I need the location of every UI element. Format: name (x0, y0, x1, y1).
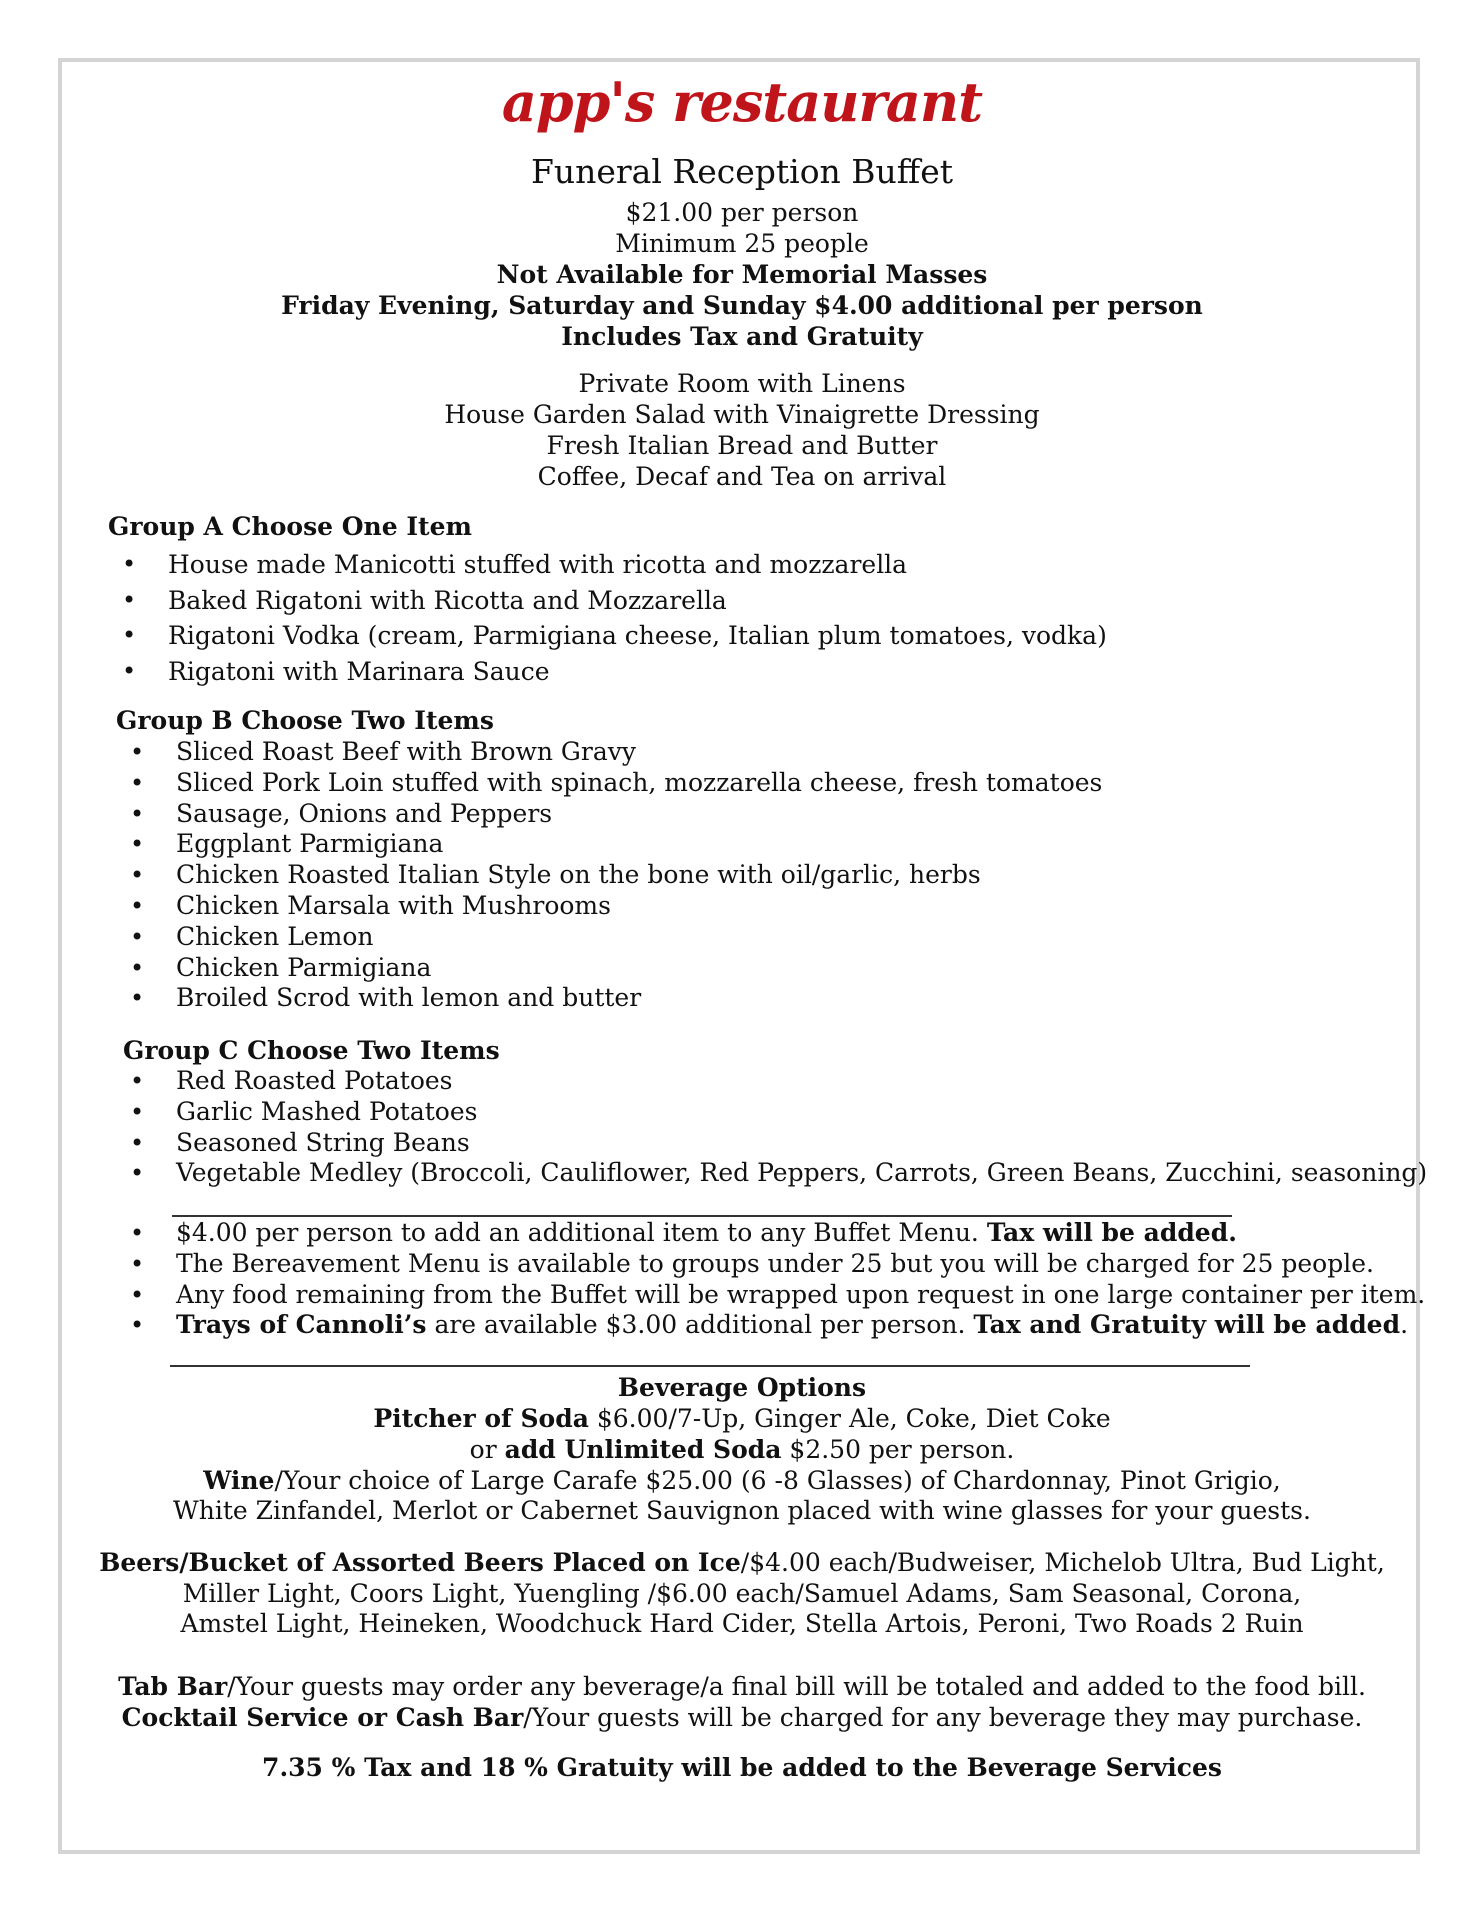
list-item: • Vegetable Medley (Broccoli, Cauliflower, Red Peppers, Carrots, Green Beans, Zucchini, seasoning) (120, 1158, 1427, 1189)
group-b-list (120, 737, 1102, 1014)
list-item: • Eggplant Parmigiana (120, 829, 1102, 860)
menu-title: Funeral Reception Buffet (530, 152, 954, 191)
note-item: • Trays of Cannoli’s are available $3.00 additional per person. Tax and Gratuity will be added. (120, 1310, 1425, 1341)
note-item: • The Bereavement Menu is available to groups under 25 but you will be charged for 25 people. (120, 1249, 1425, 1280)
list-item: • Chicken Parmigiana (120, 953, 1102, 984)
list-item: • Rigatoni Vodka (cream, Parmigiana cheese, Italian plum tomatoes, vodka) (112, 618, 1107, 654)
price-line: $21.00 per person (625, 198, 859, 227)
beer-line-3: Amstel Light, Heineken, Woodchuck Hard Cider, Stella Artois, Peroni, Two Roads 2 Ruin (180, 1609, 1304, 1638)
weekend-surcharge-line: Friday Evening, Saturday and Sunday $4.00 additional per person (281, 291, 1203, 320)
included-item: Private Room with Linens (578, 369, 906, 398)
list-item: • Rigatoni with Marinara Sauce (112, 654, 1107, 690)
notes-list (120, 1218, 1425, 1341)
note-item: • Any food remaining from the Buffet will be wrapped upon request in one large container per item. (120, 1280, 1425, 1311)
wine-line-2: White Zinfandel, Merlot or Cabernet Sauvignon placed with wine glasses for your guests. (173, 1496, 1311, 1525)
included-item: Fresh Italian Bread and Butter (546, 431, 938, 460)
group-c-list (120, 1066, 1427, 1189)
group-a-heading: Group A Choose One Item (108, 512, 472, 541)
wine-line: Wine/Your choice of Large Carafe $25.00 (6 -8 Glasses) of Chardonnay, Pinot Grigio, (203, 1466, 1281, 1495)
list-item: • Baked Rigatoni with Ricotta and Mozzarella (112, 583, 1107, 619)
header-info (0, 197, 1484, 352)
list-item: • Sliced Pork Loin stuffed with spinach, mozzarella cheese, fresh tomatoes (120, 768, 1102, 799)
list-item: • Sliced Roast Beef with Brown Gravy (120, 737, 1102, 768)
list-item: • Seasoned String Beans (120, 1128, 1427, 1159)
included-item: House Garden Salad with Vinaigrette Dressing (444, 400, 1040, 429)
included-item: Coffee, Decaf and Tea on arrival (537, 462, 947, 491)
list-item: • House made Manicotti stuffed with ricotta and mozzarella (112, 547, 1107, 583)
restaurant-logo: app's restaurant (501, 70, 983, 134)
list-item: • Garlic Mashed Potatoes (120, 1097, 1427, 1128)
list-item: • Chicken Marsala with Mushrooms (120, 891, 1102, 922)
unlimited-soda-line: or add Unlimited Soda $2.50 per person. (469, 1435, 1015, 1464)
included-list (0, 368, 1484, 492)
beer-line-2: Miller Light, Coors Light, Yuengling /$6.00 each/Samuel Adams, Sam Seasonal, Corona, (182, 1579, 1302, 1608)
soda-line: Pitcher of Soda $6.00/7-Up, Ginger Ale, Coke, Diet Coke (373, 1404, 1111, 1433)
group-b-heading: Group B Choose Two Items (116, 706, 494, 735)
note-item: • $4.00 per person to add an additional item to any Buffet Menu. Tax will be added. (120, 1218, 1425, 1249)
includes-line: Includes Tax and Gratuity (561, 322, 923, 351)
list-item: • Sausage, Onions and Peppers (120, 799, 1102, 830)
list-item: • Red Roasted Potatoes (120, 1066, 1427, 1097)
tab-bar-line: Tab Bar/Your guests may order any beverage/a final bill will be totaled and added to the food bill. (118, 1672, 1366, 1701)
divider (172, 1215, 1232, 1217)
list-item: • Broiled Scrod with lemon and butter (120, 983, 1102, 1014)
group-a-list (112, 547, 1107, 689)
list-item: • Chicken Roasted Italian Style on the bone with oil/garlic, herbs (120, 860, 1102, 891)
beverage-tax-note: 7.35 % Tax and 18 % Gratuity will be added to the Beverage Services (262, 1753, 1222, 1782)
list-item: • Chicken Lemon (120, 922, 1102, 953)
not-available-line: Not Available for Memorial Masses (496, 260, 988, 289)
beer-line: Beers/Bucket of Assorted Beers Placed on Ice/$4.00 each/Budweiser, Michelob Ultra, Bud Light, (99, 1548, 1385, 1577)
cash-bar-line: Cocktail Service or Cash Bar/Your guests will be charged for any beverage they may purchase. (121, 1703, 1363, 1732)
minimum-line: Minimum 25 people (615, 229, 869, 258)
beverage-heading: Beverage Options (617, 1373, 867, 1402)
group-c-heading: Group C Choose Two Items (123, 1036, 500, 1065)
divider (170, 1365, 1250, 1367)
